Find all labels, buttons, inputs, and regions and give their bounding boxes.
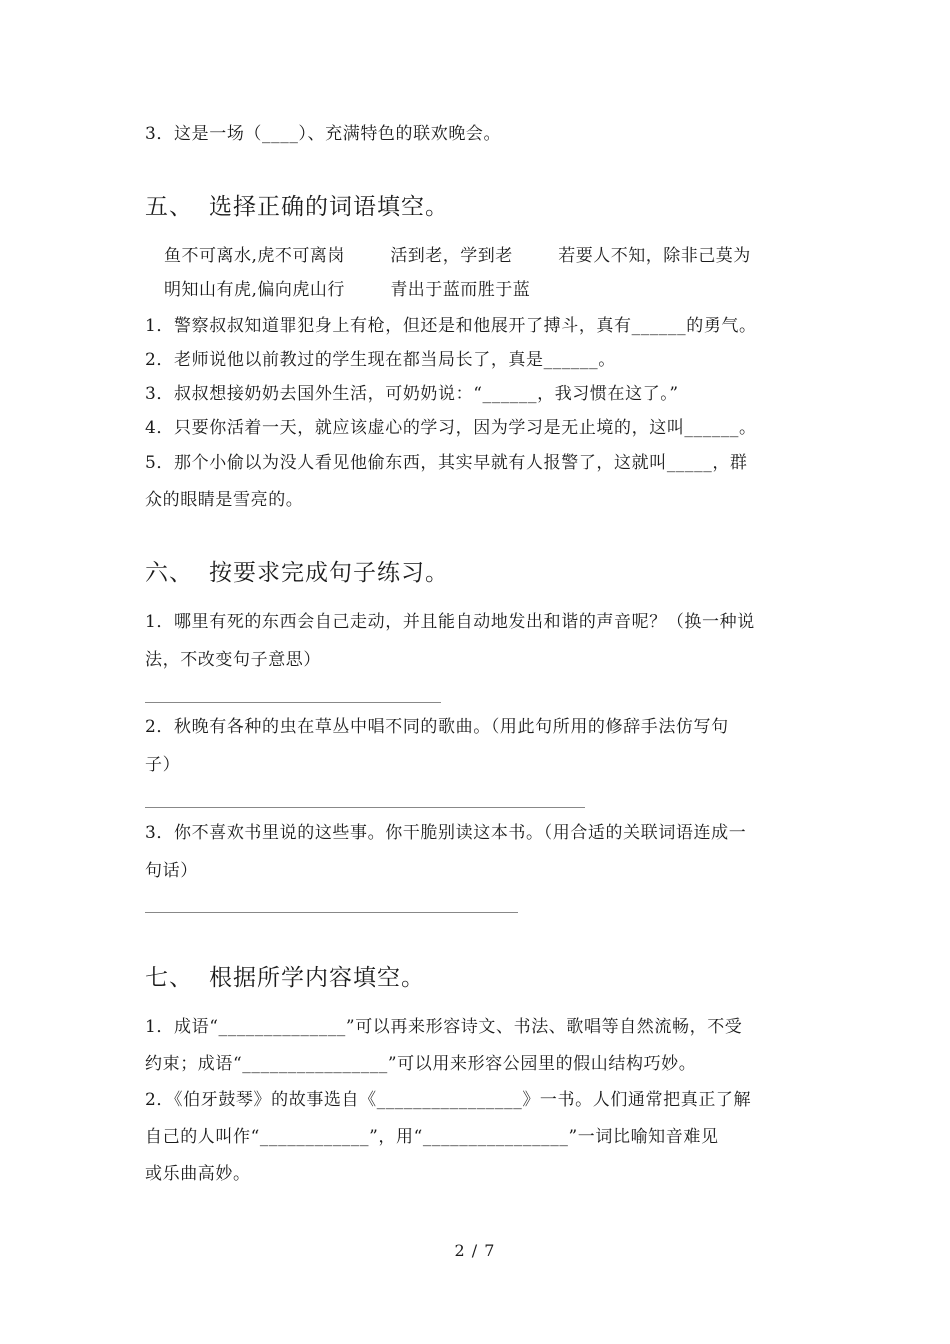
idiom-bank-row-2 [164,278,570,302]
section5-heading [145,192,449,222]
section5-item-4: 4．只要你活着一天，就应该虚心的学习，因为学习是无止境的，这叫______。 [145,418,757,438]
section6-title: 按要求完成句子练习。 [209,560,449,586]
section7-heading [145,963,425,993]
section5-item-5-cont: 众的眼睛是雪亮的。 [145,490,304,510]
section6-heading [145,558,449,588]
idiom-option: 鱼不可离水,虎不可离岗 [164,246,345,266]
section5-item-2: 2．老师说他以前教过的学生现在都当局长了，真是______。 [145,350,616,370]
answer-line-1[interactable] [145,702,441,703]
section6-q2-line2: 子） [145,755,181,775]
section5-item-5: 5．那个小偷以为没人看见他偷东西，其实早就有人报警了，这就叫_____，群 [145,453,748,473]
idiom-option: 活到老，学到老 [390,246,513,266]
section5-item-1: 1．警察叔叔知道罪犯身上有枪，但还是和他展开了搏斗，真有______的勇气。 [145,316,757,336]
section7-line-3: 2．《伯牙鼓琴》的故事选自《________________》一书。人们通常把真正了解 [145,1090,752,1110]
section7-line-1: 1．成语“______________”可以再来形容诗文、书法、歌唱等自然流畅，不受 [145,1017,743,1037]
idiom-option: 若要人不知，除非己莫为 [558,246,751,266]
idiom-bank-row-1 [164,244,791,268]
section6-q1-line2: 法，不改变句子意思） [145,650,321,670]
section7-line-2: 约束；成语“________________”可以用来形容公园里的假山结构巧妙。 [145,1054,697,1074]
section6-q3-line1: 3．你不喜欢书里说的这些事。你干脆别读这本书。（用合适的关联词语连成一 [145,823,747,843]
section7-title: 根据所学内容填空。 [209,965,425,991]
idiom-option: 青出于蓝而胜于蓝 [390,280,531,300]
answer-line-2[interactable] [145,807,585,808]
section4-item-3: 3．这是一场（____）、充满特色的联欢晚会。 [145,124,502,144]
page-number: 2 / 7 [454,1241,496,1260]
section6-number: 六、 [145,560,193,586]
section7-line-4: 自己的人叫作“____________”，用“________________”一词比喻知音难见 [145,1127,719,1147]
section5-title: 选择正确的词语填空。 [209,194,449,220]
section6-q2-line1: 2．秋晚有各种的虫在草丛中唱不同的歌曲。（用此句所用的修辞手法仿写句 [145,717,729,737]
section5-item-3: 3．叔叔想接奶奶去国外生活，可奶奶说：“______，我习惯在这了。” [145,384,679,404]
section7-number: 七、 [145,965,193,991]
section6-q3-line2: 句话） [145,861,198,881]
section7-line-5: 或乐曲高妙。 [145,1164,251,1184]
answer-line-3[interactable] [145,912,518,913]
section6-q1-line1: 1．哪里有死的东西会自己走动，并且能自动地发出和谐的声音呢？（换一种说 [145,612,755,632]
idiom-option: 明知山有虎,偏向虎山行 [164,280,345,300]
section5-number: 五、 [145,194,193,220]
